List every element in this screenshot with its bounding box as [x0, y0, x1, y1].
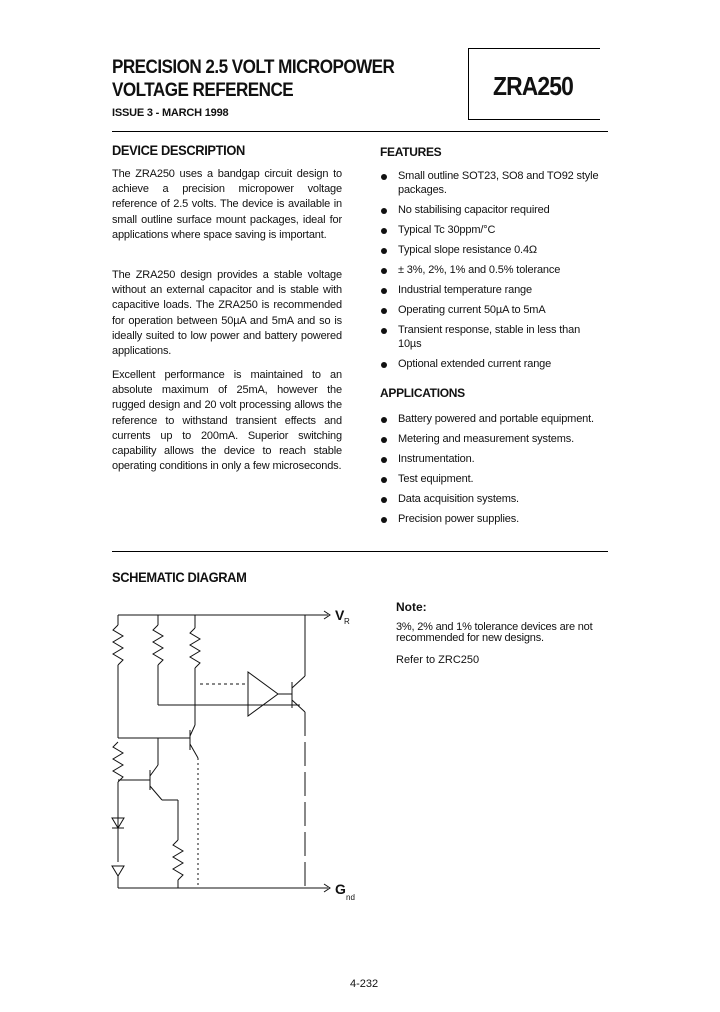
bullet-icon — [381, 248, 387, 254]
bullet-icon — [381, 517, 387, 523]
wire — [150, 786, 162, 800]
list-item: Operating current 50µA to 5mA — [380, 304, 605, 318]
list-item: Small outline SOT23, SO8 and TO92 style packages. — [380, 170, 605, 197]
bullet-icon — [381, 417, 387, 423]
resistor-r4 — [113, 742, 123, 782]
op-amp-icon — [248, 672, 278, 716]
resistor-r1 — [113, 625, 123, 665]
page-number: 4-232 — [350, 978, 379, 990]
bullet-icon — [381, 308, 387, 314]
bullet-icon — [381, 477, 387, 483]
bullet-icon — [381, 497, 387, 503]
wire — [292, 700, 305, 712]
bullet-icon — [381, 174, 387, 180]
list-item: ± 3%, 2%, 1% and 0.5% tolerance — [380, 264, 605, 278]
list-item: Typical slope resistance 0.4Ω — [380, 244, 605, 258]
description-heading: DEVICE DESCRIPTION — [112, 142, 245, 158]
list-item: Instrumentation. — [380, 453, 605, 467]
section-divider — [112, 551, 608, 552]
vr-label: V — [335, 607, 345, 623]
diode-d2-icon — [112, 866, 124, 876]
list-item: Battery powered and portable equipment. — [380, 413, 605, 427]
bullet-icon — [381, 268, 387, 274]
page-title — [112, 56, 394, 102]
title-line-2: VOLTAGE REFERENCE — [112, 80, 294, 101]
wire — [150, 765, 158, 776]
features-heading: FEATURES — [380, 145, 442, 159]
bullet-icon — [381, 208, 387, 214]
applications-heading: APPLICATIONS — [380, 386, 465, 400]
list-item: Data acquisition systems. — [380, 493, 605, 507]
description-paragraph: The ZRA250 design provides a stable voltage without an external capacitor and is stable with capacitive loads. The ZRA250 is recommended for operation between 50µA and 5mA and so is ideally suited to low power and battery powered applications. — [112, 269, 342, 358]
note-heading: Note: — [396, 600, 427, 614]
bullet-icon — [381, 437, 387, 443]
list-item: Metering and measurement systems. — [380, 433, 605, 447]
schematic-heading: SCHEMATIC DIAGRAM — [112, 569, 247, 585]
gnd-label: G — [335, 881, 346, 897]
gnd-subscript: nd — [346, 893, 355, 902]
wire — [190, 744, 198, 758]
description-paragraph: The ZRA250 uses a bandgap circuit design to achieve a precision micropower voltage reference of 2.5 volts. The device is available in small outline surface mount packages, ideal for applications where space saving is important. — [112, 168, 342, 241]
part-number: ZRA250 — [493, 71, 573, 101]
title-line-1: PRECISION 2.5 VOLT MICROPOWER — [112, 57, 395, 78]
resistor-r2 — [153, 625, 163, 665]
bullet-icon — [381, 228, 387, 234]
list-item: Optional extended current range — [380, 358, 605, 372]
features-list — [380, 170, 605, 378]
issue-date: ISSUE 3 - MARCH 1998 — [112, 107, 229, 119]
list-item: Precision power supplies. — [380, 513, 605, 527]
bullet-icon — [381, 457, 387, 463]
bullet-icon — [381, 362, 387, 368]
list-item: Typical Tc 30ppm/°C — [380, 224, 605, 238]
list-item: No stabilising capacitor required — [380, 204, 605, 218]
resistor-r5 — [173, 840, 183, 880]
list-item: Test equipment. — [380, 473, 605, 487]
list-item: Industrial temperature range — [380, 284, 605, 298]
note-reference: Refer to ZRC250 — [396, 654, 480, 666]
note-text: 3%, 2% and 1% tolerance devices are not recommended for new designs. — [396, 621, 593, 644]
bullet-icon — [381, 288, 387, 294]
vr-subscript: R — [344, 617, 350, 626]
schematic-diagram — [100, 596, 370, 906]
list-item: Transient response, stable in less than 10µs — [380, 324, 605, 351]
wire — [190, 725, 195, 736]
bullet-icon — [381, 328, 387, 334]
description-paragraph: Excellent performance is maintained to an absolute maximum of 25mA, however the rugged design and 20 volt processing allows the reference to withstand transient effects and currents up to 200mA. Superior switching capability allows the device to reach stable operating conditions in only a few microseconds. — [112, 369, 342, 473]
resistor-r3 — [190, 628, 200, 668]
applications-list — [380, 413, 605, 534]
wire — [292, 676, 305, 688]
header-divider — [112, 131, 608, 132]
